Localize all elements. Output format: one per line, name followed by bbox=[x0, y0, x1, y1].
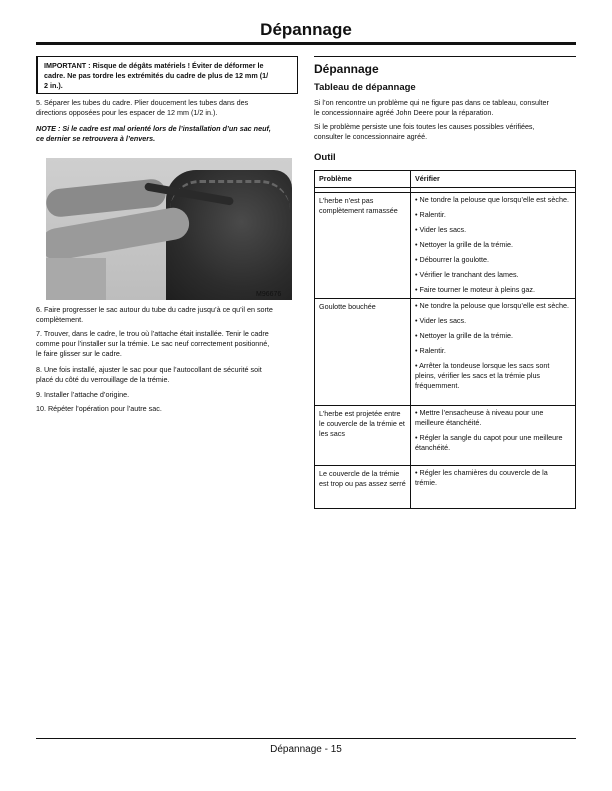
header-rule bbox=[36, 42, 576, 45]
check-item: • Ne tondre la pelouse que lorsqu’elle est sèche. bbox=[415, 301, 569, 310]
intro-paragraph-2 bbox=[314, 122, 535, 142]
check-item: • Nettoyer la grille de la trémie. bbox=[415, 331, 513, 340]
section-title: Dépannage bbox=[314, 62, 379, 76]
step-9: 9. Installer l’attache d’origine. bbox=[36, 390, 130, 399]
step-7-line: comme pour l’installer sur la trémie. Le sac neuf correctement positionné, bbox=[36, 339, 270, 348]
step-5 bbox=[36, 98, 248, 118]
check-item: • Vider les sacs. bbox=[415, 316, 467, 325]
check-item: • Vider les sacs. bbox=[415, 225, 467, 234]
check-item: • Ralentir. bbox=[415, 346, 446, 355]
table-title: Tableau de dépannage bbox=[314, 82, 416, 93]
check-item: • Régler les charnières du couvercle de la trémie. bbox=[415, 468, 548, 487]
spacer bbox=[415, 493, 571, 505]
step-6 bbox=[36, 305, 273, 325]
check-item: • Faire tourner le moteur à pleins gaz. bbox=[415, 285, 535, 294]
intro-2-line: Si le problème persiste une fois toutes les causes possibles vérifiées, bbox=[314, 122, 535, 131]
tool-title: Outil bbox=[314, 152, 336, 163]
step-5-line: 5. Séparer les tubes du cadre. Plier doucement les tubes dans des bbox=[36, 98, 249, 107]
table-row bbox=[315, 299, 576, 406]
problem-cell: L’herbe est projetée entre le couvercle de la trémie et les sacs bbox=[315, 406, 411, 466]
check-cell bbox=[411, 299, 576, 406]
check-item: • Nettoyer la grille de la trémie. bbox=[415, 240, 513, 249]
table-row bbox=[315, 406, 576, 466]
step-7-line: le faire glisser sur le cadre. bbox=[36, 349, 122, 358]
footer-rule bbox=[36, 738, 576, 739]
spacer bbox=[415, 396, 571, 402]
table-row bbox=[315, 466, 576, 509]
warning-line-1: IMPORTANT : Risque de dégâts matériels ! Éviter de déformer le bbox=[44, 61, 264, 70]
step-10: 10. Répéter l’opération pour l’autre sac. bbox=[36, 404, 162, 413]
problem-cell: Goulotte bouchée bbox=[315, 299, 411, 406]
warning-line-3: 2 in.). bbox=[44, 81, 63, 90]
step-7 bbox=[36, 329, 269, 359]
note-line: NOTE : Si le cadre est mal orienté lors de l’installation d’un sac neuf, bbox=[36, 124, 271, 133]
note bbox=[36, 124, 271, 144]
step-7-line: 7. Trouver, dans le cadre, le trou où l’attache était installée. Tenir le cadre bbox=[36, 329, 269, 338]
table-row bbox=[315, 193, 576, 299]
column-header-check: Vérifier bbox=[411, 171, 576, 188]
important-warning-box bbox=[36, 56, 298, 94]
step-6-line: 6. Faire progresser le sac autour du tube du cadre jusqu’à ce qu’il en sorte bbox=[36, 305, 273, 314]
intro-paragraph-1 bbox=[314, 98, 549, 118]
check-item: • Débourrer la goulotte. bbox=[415, 255, 490, 264]
warning-line-2: cadre. Ne pas tordre les extrémités du cadre de plus de 12 mm (1/ bbox=[44, 71, 269, 80]
check-item: • Ralentir. bbox=[415, 210, 446, 219]
page-footer: Dépannage - 15 bbox=[270, 744, 342, 755]
check-item: • Arrêter la tondeuse lorsque les sacs sont pleins, vérifier les sacs et la trémie plus fréquemment. bbox=[415, 361, 550, 390]
column-header-problem: Problème bbox=[315, 171, 411, 188]
page-title: Dépannage bbox=[260, 20, 352, 39]
check-cell bbox=[411, 466, 576, 509]
check-cell bbox=[411, 406, 576, 466]
check-cell bbox=[411, 193, 576, 299]
instruction-photo bbox=[46, 158, 292, 300]
figure-label: M96676 bbox=[256, 291, 282, 298]
spacer bbox=[415, 458, 571, 462]
section-rule bbox=[314, 56, 576, 57]
check-item: • Vérifier le tranchant des lames. bbox=[415, 270, 519, 279]
step-6-line: complètement. bbox=[36, 315, 84, 324]
troubleshooting-table bbox=[314, 170, 576, 509]
step-5-line: directions opposées pour les espacer de 12 mm (1/2 in.). bbox=[36, 108, 218, 117]
check-item: • Mettre l’ensacheuse à niveau pour une meilleure étanchéité. bbox=[415, 408, 544, 427]
check-item: • Régler la sangle du capot pour une meilleure étanchéité. bbox=[415, 433, 563, 452]
table-header-row bbox=[315, 171, 576, 188]
check-item: • Ne tondre la pelouse que lorsqu’elle est sèche. bbox=[415, 195, 569, 204]
intro-1-line: le concessionnaire agréé John Deere pour la réparation. bbox=[314, 108, 494, 117]
sleeve bbox=[46, 258, 106, 300]
step-8-line: placé du côté du verrouillage de la trémie. bbox=[36, 375, 170, 384]
step-8 bbox=[36, 365, 262, 385]
note-line: ce dernier se retrouvera à l’envers. bbox=[36, 134, 156, 143]
intro-1-line: Si l’on rencontre un problème qui ne figure pas dans ce tableau, consulter bbox=[314, 98, 549, 107]
problem-cell: Le couvercle de la trémie est trop ou pas assez serré bbox=[315, 466, 411, 509]
step-8-line: 8. Une fois installé, ajuster le sac pour que l’autocollant de sécurité soit bbox=[36, 365, 262, 374]
intro-2-line: consulter le concessionnaire agréé. bbox=[314, 132, 428, 141]
problem-cell: L’herbe n’est pas complètement ramassée bbox=[315, 193, 411, 299]
